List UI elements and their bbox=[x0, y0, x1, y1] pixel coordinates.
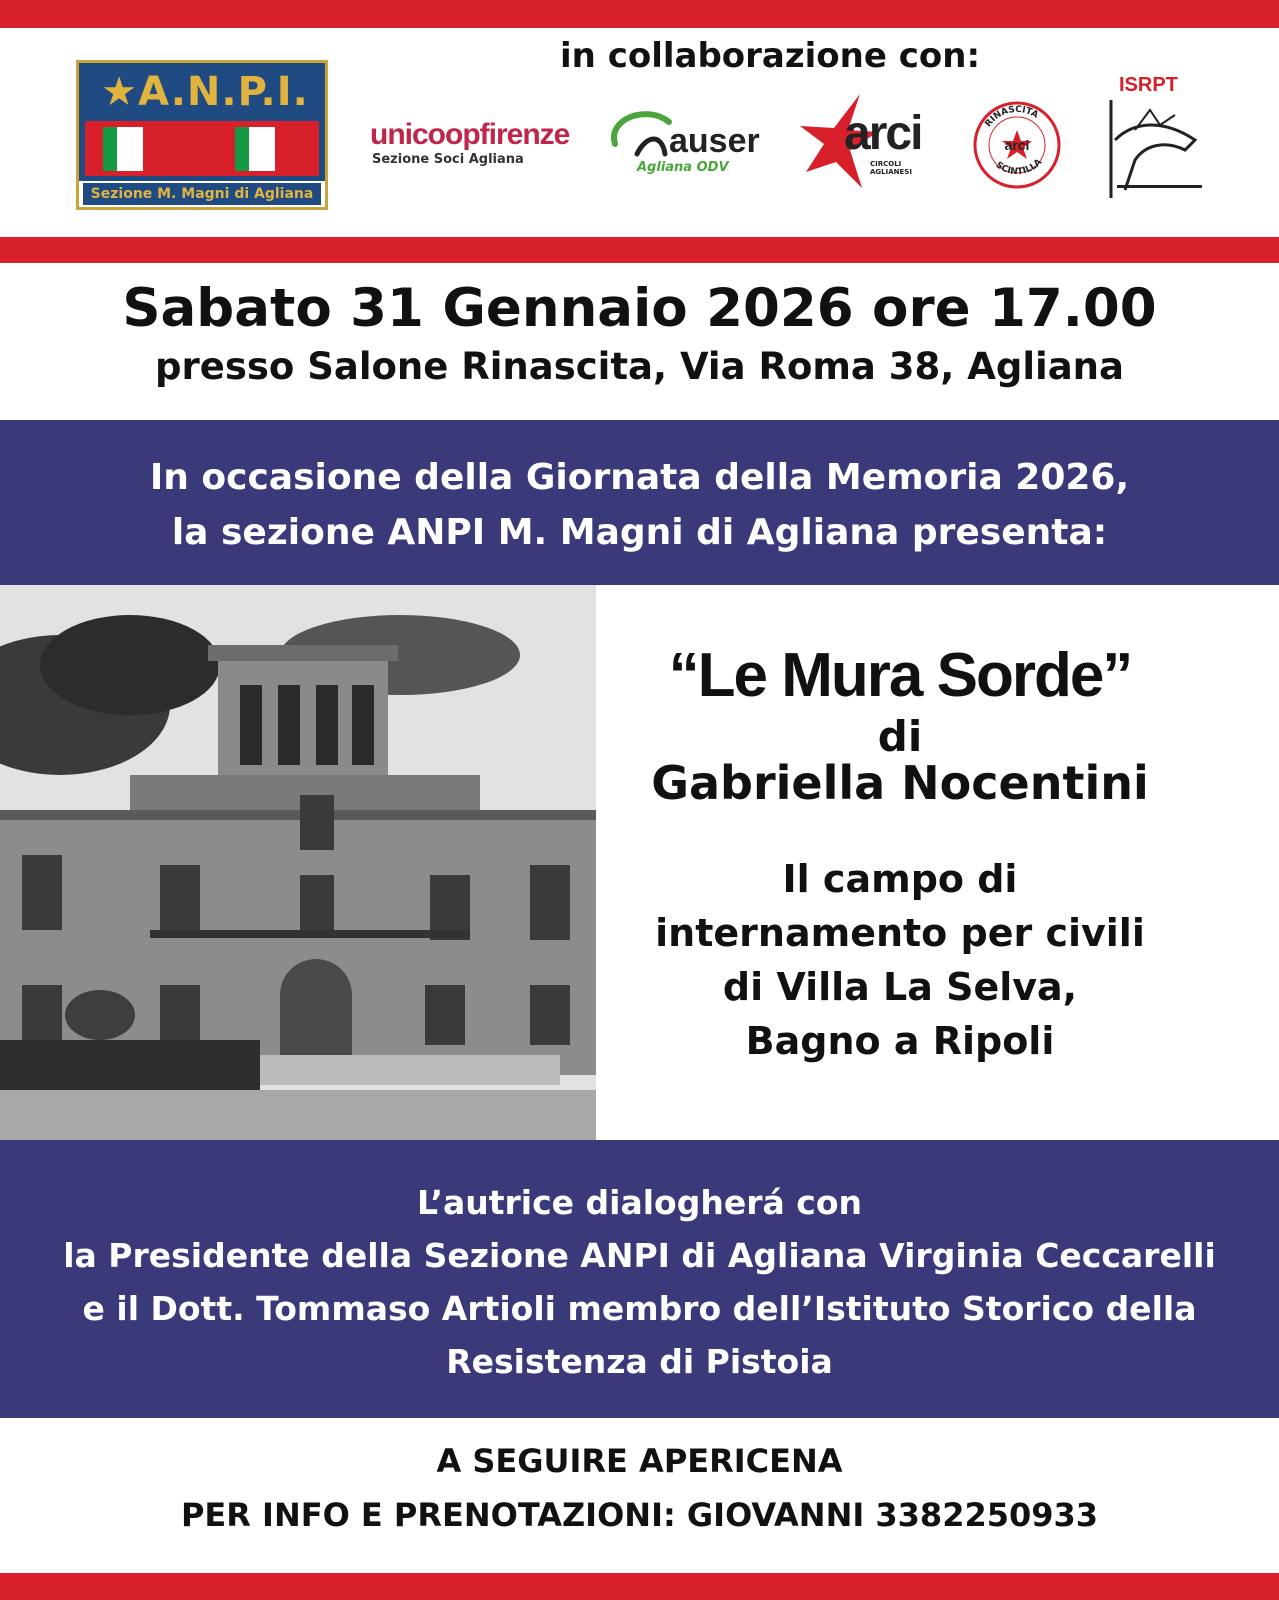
book-subtitle-line: internamento per civili bbox=[655, 911, 1145, 955]
book-subtitle-line: Il campo di bbox=[782, 857, 1018, 901]
event-place: presso Salone Rinascita, Via Roma 38, Agliana bbox=[155, 345, 1124, 388]
dialogue-band bbox=[0, 1140, 1279, 1418]
unicoop-logo bbox=[370, 118, 595, 172]
intro-line: la sezione ANPI M. Magni di Agliana presenta: bbox=[171, 512, 1108, 553]
book-title: “Le Mura Sorde” bbox=[668, 641, 1132, 710]
star-icon: ★ bbox=[101, 69, 139, 115]
book-subtitle bbox=[600, 852, 1200, 1068]
anpi-logo-title bbox=[85, 67, 325, 117]
auser-logo bbox=[607, 100, 777, 180]
rinascita-seal bbox=[972, 100, 1062, 190]
book-subtitle-line: Bagno a Ripoli bbox=[745, 1019, 1055, 1063]
svg-text:RINASCITA: RINASCITA bbox=[983, 104, 1040, 130]
arci-sub: CIRCOLI AGLIANESI bbox=[870, 160, 912, 176]
book-by: di bbox=[877, 712, 923, 761]
isrpt-name: ISRPT bbox=[1119, 74, 1178, 96]
dialogue-line: la Presidente della Sezione ANPI di Agliana Virginia Ceccarelli bbox=[63, 1236, 1216, 1275]
event-date: Sabato 31 Gennaio 2026 ore 17.00 bbox=[122, 278, 1157, 339]
dialogue-line: e il Dott. Tommaso Artioli membro dell’Istituto Storico della bbox=[82, 1289, 1197, 1328]
arci-logo bbox=[800, 92, 940, 192]
dialogue-line: L’autrice dialogherá con bbox=[417, 1183, 862, 1222]
svg-text:SCINTILLA: SCINTILLA bbox=[993, 157, 1045, 178]
villa-la-selva-photo bbox=[0, 585, 596, 1140]
rinascita-scintilla-logo bbox=[972, 100, 1062, 190]
arci-name: arci bbox=[844, 107, 922, 160]
auser-sub: Agliana ODV bbox=[637, 160, 729, 175]
intro-band bbox=[0, 420, 1279, 585]
anpi-logo bbox=[76, 60, 328, 210]
flag-green-stripe bbox=[235, 127, 249, 171]
svg-text:arci: arci bbox=[1004, 137, 1030, 153]
footer-contact: PER INFO E PRENOTAZIONI: GIOVANNI 3382250933 bbox=[180, 1496, 1099, 1534]
book-subtitle-line: di Villa La Selva, bbox=[722, 965, 1078, 1009]
top-red-stripe bbox=[0, 0, 1279, 28]
unicoop-sub: Sezione Soci Agliana bbox=[372, 152, 524, 167]
auser-swoosh-icon bbox=[607, 104, 677, 164]
auser-name: auser bbox=[669, 122, 760, 160]
intro-line: In occasione della Giornata della Memoria 2026, bbox=[149, 457, 1130, 498]
footer-apericena: A SEGUIRE APERICENA bbox=[436, 1442, 843, 1480]
flag-white-stripe bbox=[249, 127, 275, 171]
anpi-flag-stripes bbox=[85, 121, 319, 176]
isrpt-logo bbox=[1105, 72, 1205, 202]
anpi-section-label: Sezione M. Magni di Agliana bbox=[79, 181, 325, 207]
middle-red-stripe bbox=[0, 237, 1279, 263]
flag-white-stripe bbox=[117, 127, 143, 171]
partisan-rider-icon bbox=[1105, 100, 1205, 200]
anpi-logo-text: A.N.P.I. bbox=[138, 69, 309, 115]
flag-green-stripe bbox=[103, 127, 117, 171]
dialogue-line: Resistenza di Pistoia bbox=[446, 1342, 833, 1381]
book-author: Gabriella Nocentini bbox=[651, 756, 1149, 810]
collaboration-label: in collaborazione con: bbox=[560, 36, 981, 76]
unicoop-name: unicoopfirenze bbox=[370, 118, 570, 151]
bottom-red-stripe bbox=[0, 1573, 1279, 1600]
